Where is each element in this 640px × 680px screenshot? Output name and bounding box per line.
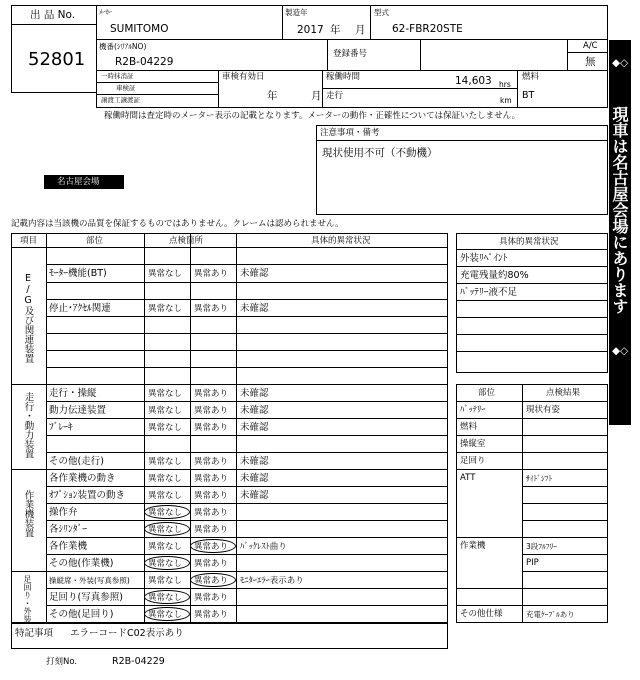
maker: SUMITOMO: [110, 23, 169, 35]
hours-label: 稼働時間: [326, 72, 361, 82]
section-exterior: 足回り・外装: [23, 575, 32, 623]
result-pip: PIP: [526, 558, 539, 568]
part-travel-other: その他(走行): [49, 456, 104, 467]
inspect-year-unit: 年: [267, 90, 278, 102]
travel-label: 走行: [326, 91, 344, 101]
result-part-spec: その他仕様: [460, 609, 503, 619]
serial: R2B-04229: [115, 56, 174, 68]
hours-unit: hrs: [499, 80, 511, 89]
ng-mark: 異常あり: [194, 389, 229, 399]
detail-travel-other: 未確認: [240, 456, 269, 467]
ng-mark: 異常あり: [194, 559, 229, 569]
result-att: ｻｲﾄﾞｼﾌﾄ: [526, 474, 553, 483]
ng-mark: 異常あり: [194, 269, 229, 279]
remarks-text: 現状使用不可（不動機）: [322, 147, 438, 159]
ng-mark: 異常あり: [194, 508, 229, 518]
result-col-part: 部位: [478, 388, 496, 398]
ok-mark: 異常なし: [148, 559, 183, 569]
detail-transmission: 未確認: [240, 405, 269, 416]
detail-work-motion: 未確認: [240, 473, 269, 484]
hours-value: 14,603: [455, 75, 492, 87]
ok-mark: 異常なし: [148, 406, 183, 416]
ok-mark: 異常なし: [148, 269, 183, 279]
part-work-machine: 各作業機: [49, 541, 88, 552]
section-drive: 走行・動力装置: [22, 392, 34, 459]
ng-mark: 異常あり: [194, 525, 229, 535]
ng-mark: 異常あり: [194, 423, 229, 433]
detail-stop: 未確認: [240, 303, 269, 314]
lot-number: 52801: [28, 49, 86, 70]
part-undercarriage: 足回り(写真参照): [49, 592, 123, 603]
col-check: 点検箇所: [169, 236, 204, 246]
ok-circle: [144, 590, 190, 604]
ac-label: A/C: [583, 41, 598, 51]
section-work: 作業機装置: [22, 490, 34, 538]
result-part-battery: ﾊﾞｯﾃﾘｰ: [460, 405, 486, 415]
detail-travel: 未確認: [240, 388, 269, 399]
ng-mark: 異常あり: [194, 593, 229, 603]
fuel-value: BT: [522, 90, 535, 101]
detail-work-machine: ﾊﾞｯｸﾚｽﾄ曲り: [240, 542, 287, 552]
ok-mark: 異常なし: [148, 508, 183, 518]
remarks-box: [316, 125, 608, 215]
part-stop: 停止･ｱｸｾﾙ関連: [49, 303, 111, 314]
year: 2017: [297, 24, 324, 36]
special-text: エラーコードC02表示あり: [70, 628, 184, 639]
model-label: 型式: [374, 8, 389, 17]
part-brake: ﾌﾞﾚｰｷ: [49, 422, 73, 433]
result-part-cabin: 操縦室: [460, 439, 486, 449]
year-label: 製造年: [285, 8, 308, 17]
abnormal-item-1: 外装ﾘﾍﾟｲﾝﾄ: [460, 253, 508, 264]
temp-cert-label: 一時抹消証: [101, 72, 134, 80]
vehicle-cert-label: 車検証: [116, 84, 136, 92]
travel-unit: km: [500, 96, 512, 105]
inspect-month-unit: 月: [311, 90, 322, 102]
ok-circle: [144, 556, 190, 570]
ok-mark: 異常なし: [148, 491, 183, 501]
part-valve: 操作弁: [49, 507, 78, 518]
abnormal-item-2: 充電残量約80%: [460, 270, 529, 281]
part-motor: ﾓｰﾀｰ機能(BT): [49, 268, 107, 279]
ng-mark: 異常あり: [194, 474, 229, 484]
ok-mark: 異常なし: [148, 576, 183, 586]
ng-mark: 異常あり: [194, 406, 229, 416]
part-option: ｵﾌﾟｼｮﾝ装置の動き: [49, 490, 126, 501]
banner-bottom-diamonds: ◆◇: [612, 345, 629, 357]
ok-mark: 異常なし: [148, 525, 183, 535]
result-work: 3段ﾌﾙﾌﾘｰ: [526, 542, 558, 551]
ng-mark: 異常あり: [194, 542, 229, 552]
stamp-number: R2B-04229: [112, 656, 165, 667]
inspect-label: 車検有効日: [222, 72, 265, 82]
disclaimer: 記載内容は当該機の品質を保証するものではありません。クレームは認められません。: [11, 219, 344, 229]
result-col-result: 点検結果: [546, 388, 581, 398]
ok-mark: 異常なし: [148, 474, 183, 484]
reg-label: 登録番号: [333, 49, 368, 59]
ok-mark: 異常なし: [148, 304, 183, 314]
fuel-label: 燃料: [522, 72, 540, 82]
month-unit: 月: [355, 24, 366, 36]
ok-mark: 異常なし: [148, 389, 183, 399]
ac-value: 無: [585, 56, 596, 68]
ok-circle: [144, 505, 190, 519]
col-part: 部位: [86, 236, 104, 246]
part-work-motion: 各作業機の動き: [49, 473, 116, 484]
detail-option: 未確認: [240, 490, 269, 501]
col-detail: 具体的異常状況: [311, 236, 371, 246]
detail-motor: 未確認: [240, 268, 269, 279]
ng-mark: 異常あり: [194, 457, 229, 467]
result-part-fuel: 燃料: [460, 422, 478, 432]
transfer-label: 譲渡工譲渡証: [101, 96, 140, 104]
part-transmission: 動力伝達装置: [49, 405, 107, 416]
lot-label: 出 品 No.: [30, 9, 76, 21]
ok-circle: [144, 607, 190, 621]
detail-cabin: ﾓﾆﾀｰｴﾗｰ表示あり: [240, 576, 304, 586]
part-work-other: その他(作業機): [49, 558, 114, 569]
serial-label: 機番(ｼﾘｱﾙNO): [99, 42, 147, 51]
ng-mark: 異常あり: [194, 610, 229, 620]
banner-top-diamonds: ◆◇: [612, 57, 629, 69]
maker-label: ﾒｰｶｰ: [99, 8, 112, 16]
remarks-label: 注意事項・備考: [320, 128, 380, 138]
result-part-work: 作業機: [460, 541, 486, 551]
ng-circle: [190, 539, 236, 553]
abnormal-header: 具体的異常状況: [499, 237, 559, 247]
year-unit: 年: [330, 24, 341, 36]
ng-circle: [190, 573, 236, 587]
ng-mark: 異常あり: [194, 491, 229, 501]
result-part-att: ATT: [460, 473, 476, 483]
detail-brake: 未確認: [240, 422, 269, 433]
part-travel: 走行・操縦: [49, 388, 97, 399]
ok-mark: 異常なし: [148, 610, 183, 620]
special-label: 特記事項: [15, 628, 54, 639]
ng-mark: 異常あり: [194, 304, 229, 314]
banner-text: 現車は名古屋会場にあります: [610, 106, 629, 314]
meter-note: 稼働時間は査定時のメーター表示の記載となります。メーターの動作・正確性については保証いたしません。: [104, 111, 521, 121]
result-part-under: 足回り: [460, 456, 486, 466]
section-engine: E/G及び関連装置: [22, 273, 34, 363]
ok-mark: 異常なし: [148, 423, 183, 433]
ok-mark: 異常なし: [148, 457, 183, 467]
result-battery: 現状有姿: [526, 405, 561, 415]
abnormal-item-3: ﾊﾞｯﾃﾘｰ液不足: [460, 287, 518, 298]
ng-mark: 異常あり: [194, 576, 229, 586]
venue-label: 名古屋会場: [57, 177, 100, 187]
ok-mark: 異常なし: [148, 593, 183, 603]
ok-mark: 異常なし: [148, 542, 183, 552]
stamp-label: 打刻No.: [46, 657, 78, 667]
part-cabin: 操縦席・外装(写真参照): [49, 576, 130, 585]
col-item: 項目: [20, 236, 38, 246]
model: 62-FBR20STE: [392, 23, 463, 35]
ok-circle: [144, 522, 190, 536]
result-spec: 充電ｹｰﾌﾞﾙあり: [526, 610, 575, 619]
part-cylinder: 各ｼﾘﾝﾀﾞｰ: [49, 524, 88, 535]
part-under-other: その他(足回り): [49, 609, 114, 620]
